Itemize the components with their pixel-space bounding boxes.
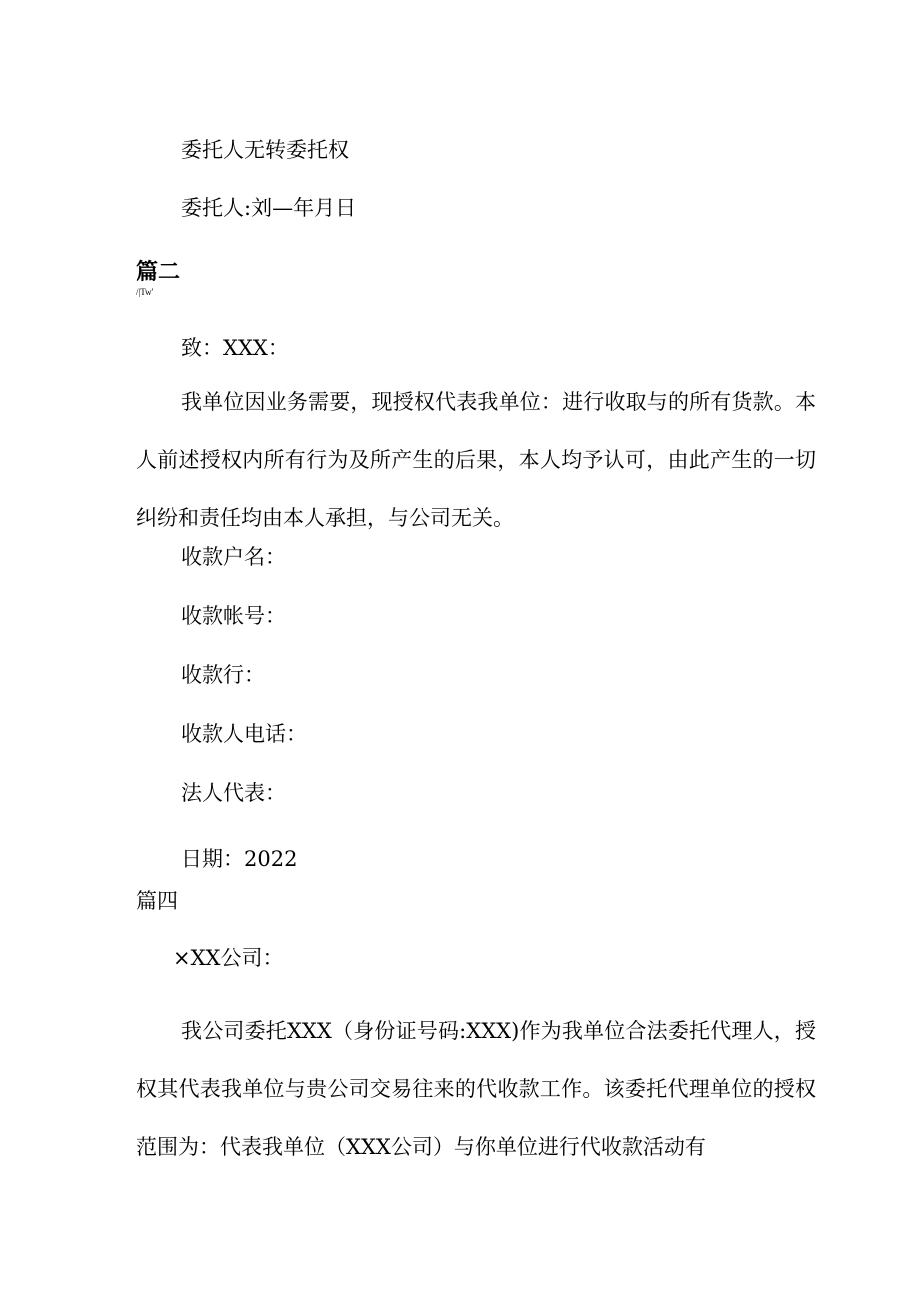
field-account-name: 收款户名： (181, 545, 286, 569)
section-four-heading: 篇四 (136, 889, 178, 913)
field-legal-representative: 法人代表： (181, 781, 286, 805)
company-addressee-line: ×XX公司： (173, 946, 284, 970)
field-account-number: 收款帐号： (181, 604, 286, 628)
signature-date-line: 委托人:刘—年月日 (181, 196, 357, 220)
field-payee-phone: 收款人电话： (181, 722, 307, 746)
addressee-line: 致：XXX： (181, 336, 289, 360)
field-date: 日期：2022 (181, 847, 298, 871)
authorization-paragraph: 我单位因业务需要，现授权代表我单位：进行收取与的所有货款。本人前述授权内所有行为及所产生的后果，本人均予认可，由此产生的一切纠纷和责任均由本人承担，与公司无关。 (136, 390, 816, 530)
stray-mark: /|Tw' (136, 287, 154, 297)
delegation-paragraph: 我公司委托XXX（身份证号码:XXX)作为我单位合法委托代理人，授权其代表我单位与贵公司交易往来的代收款工作。该委托代理单位的授权范围为：代表我单位（XXX公司）与你单位进行代收款活动有 (136, 1019, 816, 1159)
section-two-heading: 篇二 (136, 259, 181, 285)
no-sub-delegation-line: 委托人无转委托权 (181, 138, 349, 162)
field-bank: 收款行： (181, 663, 265, 687)
